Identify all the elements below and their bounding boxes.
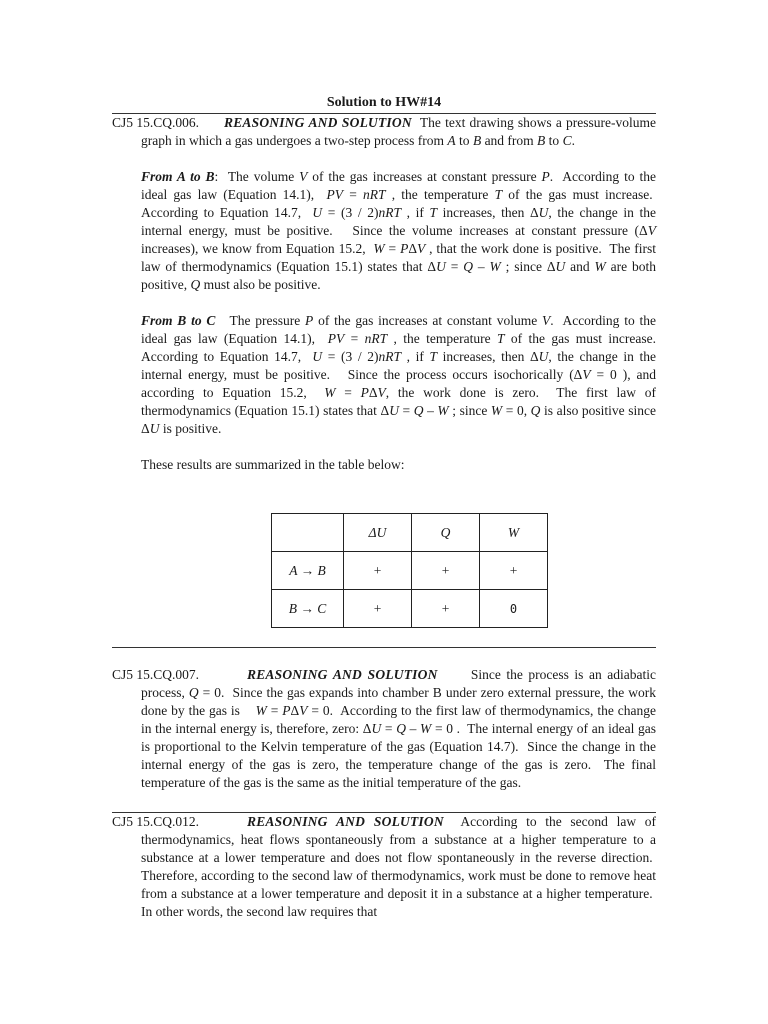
problem-body [141, 114, 656, 474]
paragraph-b-to-c: From B to C The pressure P of the gas increases at constant volume V. According to the ideal gas law (Equation 14.1), PV = nRT , the temperature T of the gas must increase. According to Equation 14.7, U = (3 / 2)nRT , if T increases, then ΔU, the change in the internal energy, must be positive. Since the process occurs isochorically (ΔV = 0 ), and according to Equation 15.2, W = PΔV, the work done is zero. The first law of thermodynamics (Equation 15.1) states that ΔU = Q – W ; since W = 0, Q is also positive since ΔU is positive. [141, 313, 656, 436]
column-header: W [480, 514, 548, 552]
page-title: Solution to HW#14 [326, 95, 442, 110]
column-header: Q [412, 514, 480, 552]
table-cell: + [412, 552, 480, 590]
problem-006 [112, 114, 656, 474]
table-row [272, 590, 548, 628]
row-label: B → C [272, 590, 344, 628]
subheading: From A to B [141, 169, 215, 184]
summary-table [271, 513, 548, 628]
intro-paragraph: REASONING AND SOLUTION The text drawing shows a pressure-volume graph in which a gas undergoes a two-step process from A to B and from B to C. [141, 115, 656, 148]
problem-007 [112, 666, 656, 792]
problem-body [141, 666, 656, 792]
table-row [272, 552, 548, 590]
table-cell: + [343, 552, 411, 590]
row-label: A → B [272, 552, 344, 590]
heading: REASONING AND SOLUTION [247, 667, 438, 682]
problem-id: CJ5 15.CQ.006. [112, 115, 200, 130]
heading: REASONING AND SOLUTION [224, 115, 412, 130]
table-cell: + [343, 590, 411, 628]
column-header: ΔU [343, 514, 411, 552]
subheading: From B to C [141, 313, 216, 328]
table-cell: 0 [480, 590, 548, 628]
table-cell: + [412, 590, 480, 628]
paragraph-a-to-b: From A to B: The volume V of the gas increases at constant pressure P. According to the ideal gas law (Equation 14.1), PV = nRT , the temperature T of the gas must increase. According to Equation 14.7, U = (3 / 2)nRT , if T increases, then ΔU, the change in the internal energy, must be positive. Since the volume increases at constant pressure (ΔV increases), we know from Equation 15.2, W = PΔV , that the work done is positive. The first law of thermodynamics (Equation 15.1) states that ΔU = Q – W ; since ΔU and W are both positive, Q must also be positive. [141, 169, 657, 292]
heading: REASONING AND SOLUTION [247, 814, 444, 829]
problem-id: CJ5 15.CQ.012. [112, 814, 200, 829]
paragraph: REASONING AND SOLUTION Since the process is an adiabatic process, Q = 0. Since the gas expands into chamber B under zero external pressure, the work done by the gas is W = PΔV = 0. According to the first law of thermodynamics, the change in the internal energy is, therefore, zero: ΔU = Q – W = 0 . The internal energy of an ideal gas is proportional to the Kelvin temperature of the gas (Equation 14.7). Since the change in the internal energy of the gas is zero, the temperature change of the gas is zero. The final temperature of the gas is the same as the initial temperature of the gas. [141, 667, 657, 790]
paragraph: REASONING AND SOLUTION According to the second law of thermodynamics, heat flows spontaneously from a substance at a higher temperature to a substance at a lower temperature and does not flow spontaneously in the reverse direction. Therefore, according to the second law of thermodynamics, work must be done to remove heat from a substance at a lower temperature and deposit it in a substance at a higher temperature. In other words, the second law requires that [141, 814, 657, 919]
problem-012 [112, 813, 656, 921]
summary-sentence: These results are summarized in the table below: [141, 457, 405, 472]
problem-id: CJ5 15.CQ.007. [112, 667, 200, 682]
table-cell: + [480, 552, 548, 590]
divider [112, 647, 656, 648]
table-header-row [272, 514, 548, 552]
